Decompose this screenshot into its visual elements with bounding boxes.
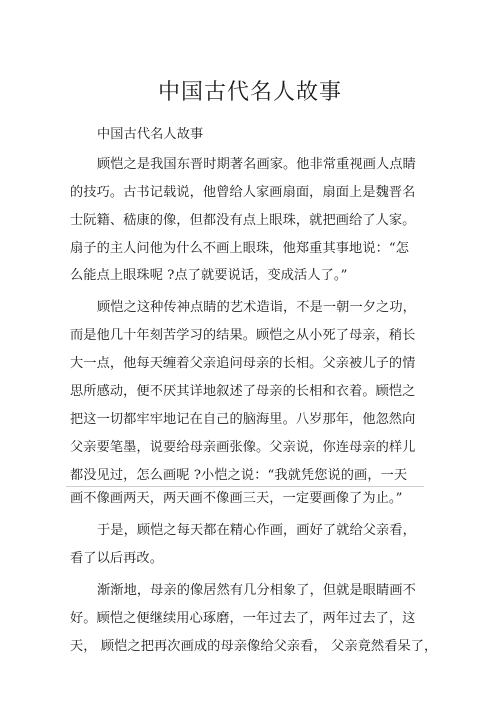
paragraph-line: 顾恺之这种传神点睛的艺术造诣，不是一朝一夕之功， (97, 300, 416, 315)
paragraph-line: 看了以后再改。 (70, 551, 164, 566)
paragraph-line: 天， 顾恺之把再次画成的母亲像给父亲看， 父亲竟然看呆了， (70, 639, 438, 654)
paragraph-line: 把这一切都牢牢地记在自己的脑海里。八岁那年，他忽然向 (70, 412, 416, 427)
paragraph-line: 扇子的主人问他为什么不画上眼珠，他郑重其事地说：“怎 (70, 241, 410, 256)
paragraph-line: 渐渐地，母亲的像居然有几分相象了，但就是眼睛画不 (97, 583, 416, 598)
page-rule (66, 486, 424, 487)
paragraph-line: 顾恺之是我国东晋时期著名画家。他非常重视画人点睛 (97, 157, 416, 172)
paragraph-line: 士阮籍、嵇康的像，但都没有点上眼珠，就把画给了人家。 (70, 213, 416, 228)
paragraph-line: 父亲要笔墨，说要给母亲画张像。父亲说，你连母亲的样儿 (70, 440, 416, 455)
paragraph-line: 而是他几十年刻苦学习的结果。顾恺之从小死了母亲，稍长 (70, 328, 416, 343)
paragraph-line: 大一点，他每天缠着父亲追问母亲的长相。父亲被儿子的情 (70, 356, 416, 371)
paragraph-line: 么能点上眼珠呢 ?点了就要说话，变成活人了。” (70, 268, 348, 283)
paragraph-line: 的技巧。古书记载说，他曾给人家画扇面，扇面上是魏晋名 (70, 185, 416, 200)
paragraph-line: 都没见过，怎么画呢 ?小恺之说：“我就凭您说的画，一天 (70, 468, 408, 483)
paragraph-line: 思所感动，便不厌其详地叙述了母亲的长相和衣着。顾恺之 (70, 384, 416, 399)
paragraph-line: 好。顾恺之便继续用心琢磨，一年过去了，两年过去了，这 (70, 611, 416, 626)
document-title: 中国古代名人故事 (157, 80, 342, 105)
paragraph-line: 于是，顾恺之每天都在精心作画，画好了就给父亲看， (97, 523, 416, 538)
paragraph-line: 画不像画两天，两天画不像画三天，一定要画像了为止。” (70, 491, 403, 506)
subtitle-line: 中国古代名人故事 (97, 127, 204, 142)
